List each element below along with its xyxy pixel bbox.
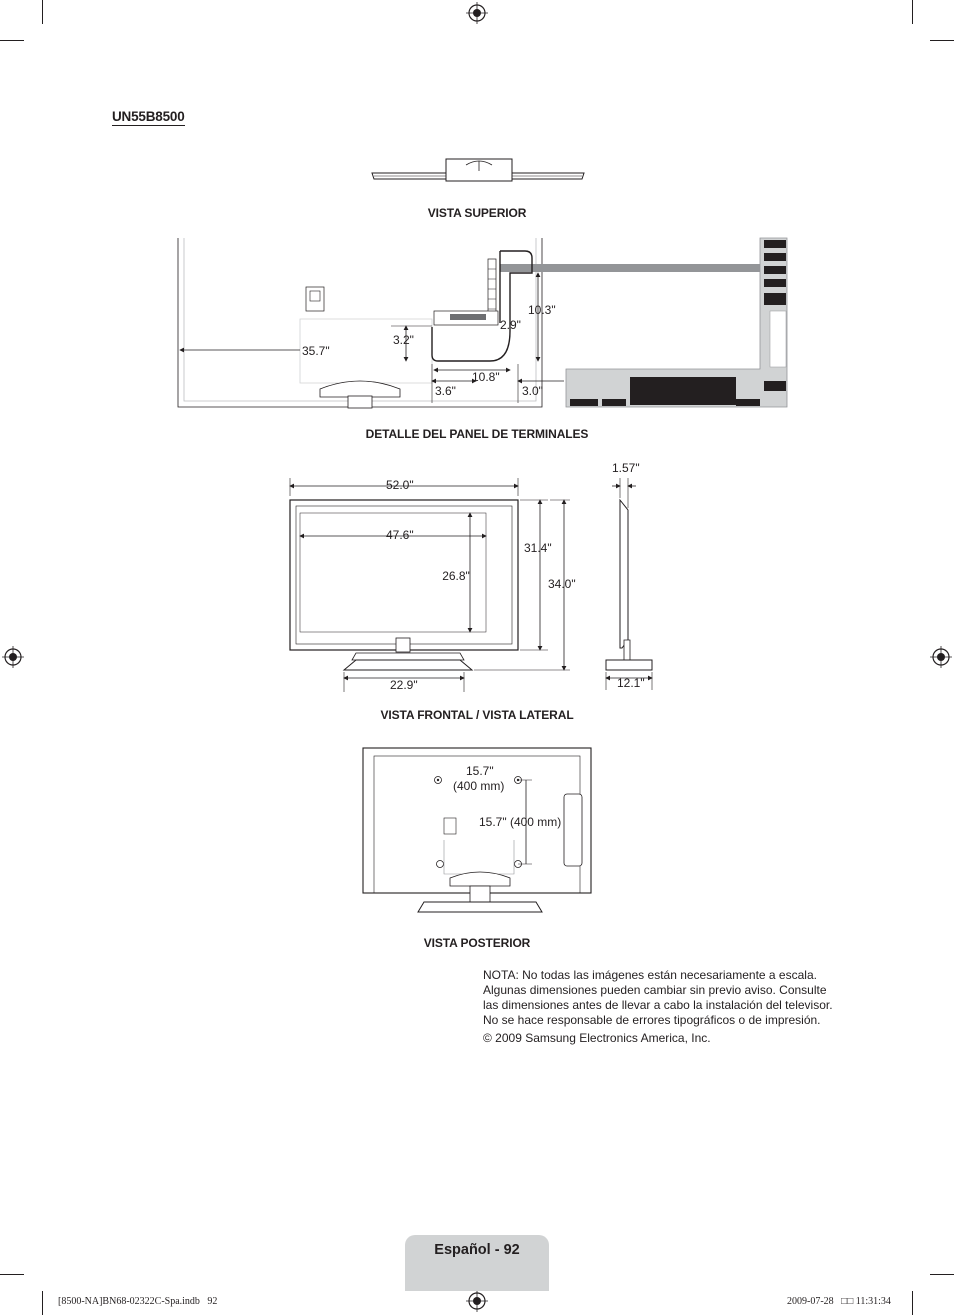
dim-35-7: 35.7" bbox=[302, 344, 330, 358]
crop-mark bbox=[930, 1274, 954, 1275]
page-number-label: Español - 92 bbox=[434, 1242, 520, 1258]
model-heading: UN55B8500 bbox=[112, 109, 185, 124]
crop-mark bbox=[930, 40, 954, 41]
crop-mark bbox=[0, 40, 24, 41]
dim-26-8: 26.8" bbox=[442, 569, 470, 583]
copyright-text: © 2009 Samsung Electronics America, Inc. bbox=[483, 1031, 711, 1045]
dim-12-1: 12.1" bbox=[617, 676, 645, 690]
crop-mark bbox=[912, 0, 913, 24]
dim-3-0: 3.0" bbox=[522, 384, 543, 398]
registration-mark-top bbox=[466, 2, 488, 24]
crop-mark bbox=[912, 1291, 913, 1315]
page-number-tab bbox=[405, 1235, 549, 1291]
terminal-panel-drawing bbox=[170, 233, 794, 411]
dim-2-9: 2.9" bbox=[500, 318, 521, 332]
vesa-horizontal-mm: (400 mm) bbox=[453, 779, 505, 793]
dim-31-4: 31.4" bbox=[524, 541, 552, 555]
dim-3-2: 3.2" bbox=[393, 333, 414, 347]
registration-mark-right bbox=[930, 646, 952, 668]
crop-mark bbox=[42, 0, 43, 24]
dim-10-3: 10.3" bbox=[528, 303, 556, 317]
front-side-drawing bbox=[284, 460, 660, 696]
dim-34-0: 34.0" bbox=[548, 577, 576, 591]
rear-view-drawing bbox=[362, 746, 594, 916]
note-block bbox=[483, 968, 839, 1049]
crop-mark bbox=[0, 1274, 24, 1275]
crop-mark bbox=[42, 1291, 43, 1315]
caption-rear-view: VISTA POSTERIOR bbox=[423, 936, 531, 950]
dim-1-57: 1.57" bbox=[612, 461, 640, 475]
dim-52-0: 52.0" bbox=[386, 478, 414, 492]
dim-3-6: 3.6" bbox=[435, 384, 456, 398]
registration-mark-left bbox=[2, 646, 24, 668]
dim-22-9: 22.9" bbox=[390, 678, 418, 692]
caption-front-side-view: VISTA FRONTAL / VISTA LATERAL bbox=[380, 708, 574, 722]
note-text: NOTA: No todas las imágenes están necesariamente a escala. Algunas dimensiones pueden cambiar sin previo aviso. Consulte las dimensiones antes de llevar a cabo la instalación del televisor. No se hace responsable de errores tipográficos o de impresión. bbox=[483, 968, 833, 1027]
footer-file-info: [8500-NA]BN68-02322C-Spa.indb 92 bbox=[58, 1296, 218, 1307]
registration-mark-bottom bbox=[466, 1290, 488, 1312]
top-view-drawing bbox=[370, 155, 586, 185]
vesa-vertical: 15.7" (400 mm) bbox=[479, 815, 562, 829]
dim-47-6: 47.6" bbox=[386, 528, 414, 542]
footer-timestamp: 2009-07-28 □□ 11:31:34 bbox=[787, 1296, 891, 1307]
caption-terminal-panel: DETALLE DEL PANEL DE TERMINALES bbox=[365, 427, 589, 441]
dim-10-8: 10.8" bbox=[472, 370, 500, 384]
caption-top-view: VISTA SUPERIOR bbox=[427, 206, 527, 220]
vesa-horizontal-inch: 15.7" bbox=[466, 764, 494, 778]
